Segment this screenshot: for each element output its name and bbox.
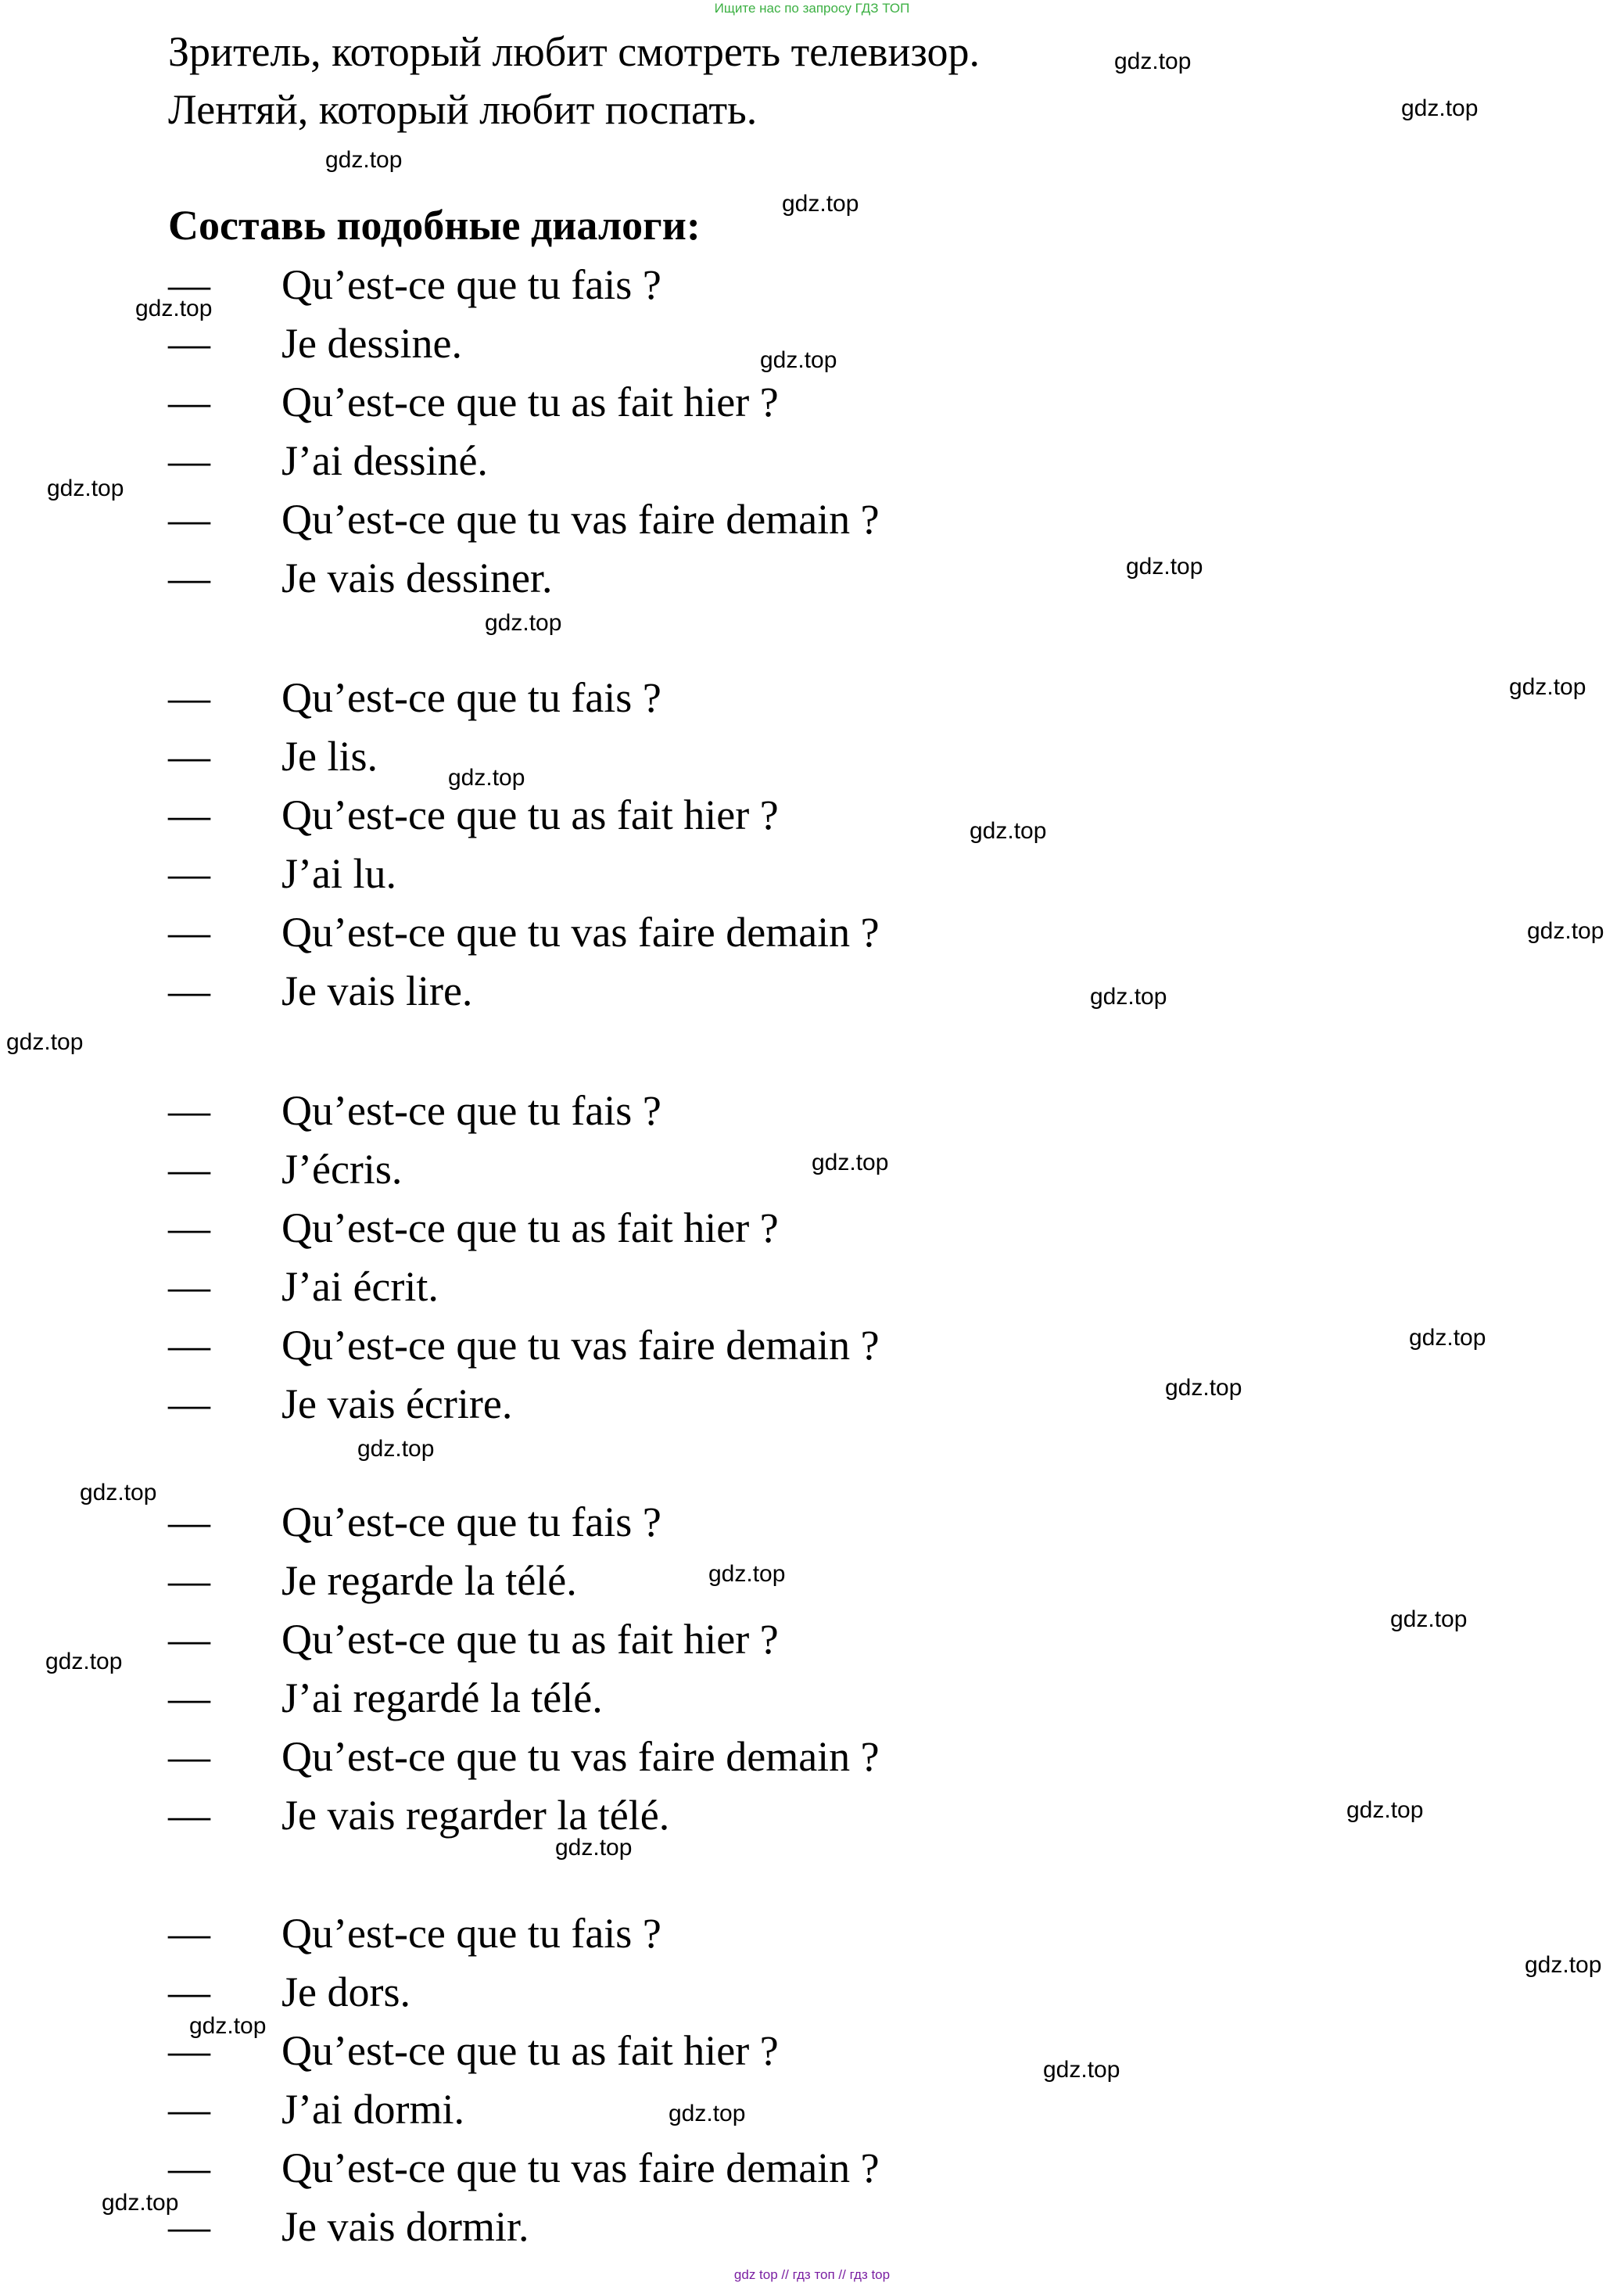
dialogue-text: Je vais regarder la télé. [281, 1792, 670, 1839]
dialogue-line [168, 437, 1341, 496]
watermark: gdz.top [1090, 984, 1167, 1010]
watermark: gdz.top [1346, 1797, 1424, 1823]
dialogue-line [168, 1322, 1341, 1380]
dash: — [168, 1674, 210, 1721]
watermark: gdz.top [325, 147, 403, 173]
dialogue-text: Qu’est-ce que tu fais ? [281, 1087, 661, 1134]
dialogue-line [168, 320, 1341, 379]
dialogue-text: Je vais dessiner. [281, 554, 553, 601]
watermark: gdz.top [1525, 1952, 1602, 1978]
dialogue-text: Qu’est-ce que tu fais ? [281, 1910, 661, 1957]
dialogue-line [168, 674, 1341, 733]
dialogue-line [168, 850, 1341, 909]
dialogue-line [168, 1263, 1341, 1322]
bottom-footer: gdz top // гдз топ // гдз top [733, 2267, 891, 2282]
dialogue-text: Qu’est-ce que tu fais ? [281, 1498, 661, 1545]
watermark: gdz.top [448, 765, 525, 791]
dialogue-line [168, 496, 1341, 554]
dialogue-text: Je regarde la télé. [281, 1557, 577, 1604]
watermark: gdz.top [102, 2190, 179, 2216]
dialogue-text: Je vais écrire. [281, 1380, 513, 1427]
dialogue-line [168, 1733, 1341, 1792]
dialogue-line [168, 2086, 1341, 2144]
top-banner: Ищите нас по запросу ГДЗ ТОП [714, 1, 910, 16]
dash: — [168, 496, 210, 543]
watermark: gdz.top [1126, 554, 1203, 580]
dialogue-text: Je vais dormir. [281, 2203, 529, 2250]
dash: — [168, 1498, 210, 1545]
watermark: gdz.top [782, 191, 859, 217]
dialogue-line [168, 1674, 1341, 1733]
dash: — [168, 1146, 210, 1193]
dash: — [168, 674, 210, 721]
dash: — [168, 1322, 210, 1369]
watermark: gdz.top [485, 610, 562, 636]
dialogue-text: J’ai dessiné. [281, 437, 488, 484]
dash: — [168, 791, 210, 838]
dialogue-line [168, 261, 1341, 320]
dialogue-line [168, 791, 1341, 850]
dialogue-text: Qu’est-ce que tu as fait hier ? [281, 791, 779, 838]
dash: — [168, 2144, 210, 2191]
watermark: gdz.top [80, 1480, 157, 1505]
dash: — [168, 909, 210, 956]
watermark: gdz.top [1401, 95, 1479, 121]
watermark: gdz.top [970, 818, 1047, 844]
dialogue-text: Qu’est-ce que tu vas faire demain ? [281, 1322, 880, 1369]
dash: — [168, 1263, 210, 1310]
dialogue-line [168, 909, 1341, 967]
watermark: gdz.top [555, 1835, 633, 1861]
dash: — [168, 1204, 210, 1251]
dialogue-text: J’écris. [281, 1146, 403, 1193]
dialogue-line [168, 1204, 1341, 1263]
intro-line-1: Зритель, который любит смотреть телевизор. [168, 28, 980, 75]
watermark: gdz.top [1527, 918, 1604, 944]
dialogue-line [168, 1087, 1341, 1146]
dash: — [168, 1557, 210, 1604]
watermark: gdz.top [1509, 674, 1586, 700]
dialogue-line [168, 2027, 1341, 2086]
watermark: gdz.top [1114, 48, 1192, 74]
dash: — [168, 320, 210, 367]
watermark: gdz.top [189, 2013, 267, 2039]
dash: — [168, 850, 210, 897]
watermark: gdz.top [47, 476, 124, 501]
dialogue-line [168, 1910, 1341, 1968]
dialogue-text: Qu’est-ce que tu as fait hier ? [281, 379, 779, 425]
dialogue-line [168, 2203, 1341, 2262]
dash: — [168, 1968, 210, 2015]
dash: — [168, 1616, 210, 1663]
dash: — [168, 1910, 210, 1957]
dash: — [168, 1733, 210, 1780]
dialogue-text: Qu’est-ce que tu as fait hier ? [281, 1616, 779, 1663]
dialogue-line [168, 1792, 1341, 1850]
dialogue-text: J’ai lu. [281, 850, 396, 897]
dash: — [168, 437, 210, 484]
watermark: gdz.top [1390, 1606, 1468, 1632]
dash: — [168, 1380, 210, 1427]
watermark: gdz.top [669, 2101, 746, 2126]
dialogue-text: J’ai dormi. [281, 2086, 464, 2133]
watermark: gdz.top [45, 1649, 123, 1674]
dialogue-text: Qu’est-ce que tu vas faire demain ? [281, 496, 880, 543]
intro-line-2: Лентяй, который любит поспать. [168, 86, 758, 133]
dialogue-text: J’ai regardé la télé. [281, 1674, 603, 1721]
watermark: gdz.top [357, 1436, 435, 1462]
dash: — [168, 733, 210, 780]
watermark: gdz.top [1409, 1325, 1486, 1351]
dialogue-text: Qu’est-ce que tu fais ? [281, 261, 661, 308]
dash: — [168, 379, 210, 425]
dialogue-line [168, 379, 1341, 437]
dash: — [168, 2086, 210, 2133]
dialogue-text: Je dessine. [281, 320, 462, 367]
dash: — [168, 2203, 210, 2250]
dialogue-text: J’ai écrit. [281, 1263, 439, 1310]
dash: — [168, 1087, 210, 1134]
dialogue-text: Qu’est-ce que tu vas faire demain ? [281, 909, 880, 956]
dialogue-2 [168, 674, 1341, 1026]
watermark: gdz.top [1043, 2057, 1120, 2083]
dialogue-text: Je lis. [281, 733, 378, 780]
dialogue-line [168, 1146, 1341, 1204]
dash: — [168, 967, 210, 1014]
watermark: gdz.top [812, 1150, 889, 1175]
dialogue-text: Je dors. [281, 1968, 410, 2015]
dialogue-line [168, 2144, 1341, 2203]
dialogue-line [168, 1968, 1341, 2027]
dialogue-line [168, 1498, 1341, 1557]
dialogue-text: Qu’est-ce que tu vas faire demain ? [281, 1733, 880, 1780]
dash: — [168, 2027, 210, 2074]
dialogue-text: Qu’est-ce que tu vas faire demain ? [281, 2144, 880, 2191]
exercise-heading: Составь подобные диалоги: [168, 202, 701, 249]
dash: — [168, 1792, 210, 1839]
dialogue-text: Qu’est-ce que tu fais ? [281, 674, 661, 721]
watermark: gdz.top [1165, 1375, 1242, 1401]
dash: — [168, 554, 210, 601]
watermark: gdz.top [6, 1029, 84, 1055]
dialogue-text: Qu’est-ce que tu as fait hier ? [281, 2027, 779, 2074]
dialogue-5 [168, 1910, 1341, 2262]
dialogue-text: Je vais lire. [281, 967, 473, 1014]
dash: — [168, 261, 210, 308]
watermark: gdz.top [135, 296, 213, 321]
dialogue-text: Qu’est-ce que tu as fait hier ? [281, 1204, 779, 1251]
dialogue-4 [168, 1498, 1341, 1850]
dialogue-line [168, 733, 1341, 791]
watermark: gdz.top [708, 1561, 786, 1587]
watermark: gdz.top [760, 347, 837, 373]
dialogue-line [168, 1616, 1341, 1674]
